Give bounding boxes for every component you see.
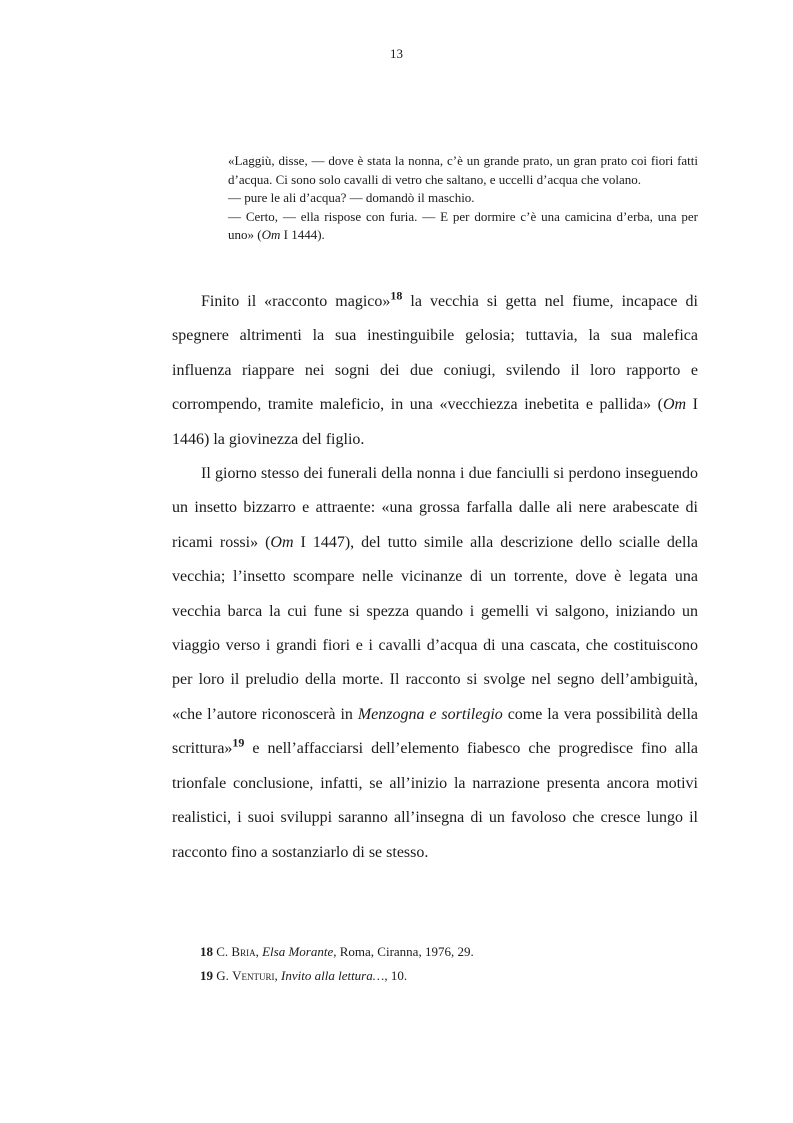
paragraph: Il giorno stesso dei funerali della nonna i due fanciulli si perdono inseguendo un insetto bizzarro e attraente: «una grossa farfalla dalle ali nere arabescate di ricami rossi» (Om I 1447), del tutto simile alla descrizione dello scialle della vecchia; l’insetto scompare nelle vicinanze di un torrente, dove è legata una vecchia barca la cui fune si spezza quando i gemelli vi salgono, iniziando un viaggio verso i grandi fiori e i cavalli d’acqua di una cascata, che costituiscono per loro il preludio della morte. Il racconto si svolge nel segno dell’ambiguità, «che l’autore riconoscerà in Menzogna e sortilegio come la vera possibilità della scrittura»$^{19}$ e nell’affacciarsi dell’elemento fiabesco che progredisce fino alla trionfale conclusione, infatti, se all’inizio la narrazione presenta ancora motivi realistici, i suoi sviluppi saranno all’insegna di un favoloso che cresce lungo il racconto fino a sostanziarlo di se stesso. xyxy=(172,465,699,861)
paragraph: Finito il «racconto magico»$^{18}$ la vecchia si getta nel fiume, incapace di spegnere altrimenti la sua inestinguibile gelosia; tuttavia, la sua malefica influenza riappare nei sogni dei due coniugi, svilendo il loro rapporto e corrompendo, tramite maleficio, in una «vecchiezza inebetita e pallida» (Om I 1446) la giovinezza del figlio. xyxy=(172,288,698,448)
quote-line: — pure le ali d’acqua? — domandò il maschio. xyxy=(228,190,475,206)
quote-line: — Certo, — ella rispose con furia. — E per dormire c’è una camicina d’erba, una per uno» (Om I 1444). xyxy=(228,208,698,243)
footnote-ref[interactable]: 19 xyxy=(232,735,245,750)
block-quote xyxy=(228,152,698,245)
footnote-number: 18 xyxy=(200,944,213,959)
citation-abbrev: Om xyxy=(270,533,294,551)
book-title: Invito alla lettura… xyxy=(281,968,385,983)
book-title: Menzogna e sortilegio xyxy=(357,705,503,723)
footnote: 18 C. Bria, Elsa Morante, Roma, Ciranna, 1976, 29. xyxy=(200,944,474,959)
author-name: Venturi xyxy=(232,968,275,983)
book-title: Elsa Morante xyxy=(262,944,334,959)
author-name: Bria xyxy=(231,944,256,959)
body-text xyxy=(172,285,698,870)
page-number: 13 xyxy=(390,46,403,61)
footnote-number: 19 xyxy=(200,968,213,983)
quote-line: «Laggiù, disse, — dove è stata la nonna, c’è un grande prato, un gran prato coi fiori fatti d’acqua. Ci sono solo cavalli di vetro che saltano, e uccelli d’acqua che volano. xyxy=(228,153,698,187)
footnote: 19 G. Venturi, Invito alla lettura…, 10. xyxy=(200,968,408,983)
footnotes xyxy=(200,944,700,992)
footnote-ref[interactable]: 18 xyxy=(390,288,403,303)
citation-abbrev: Om xyxy=(261,227,281,243)
citation-abbrev: Om xyxy=(662,396,687,414)
